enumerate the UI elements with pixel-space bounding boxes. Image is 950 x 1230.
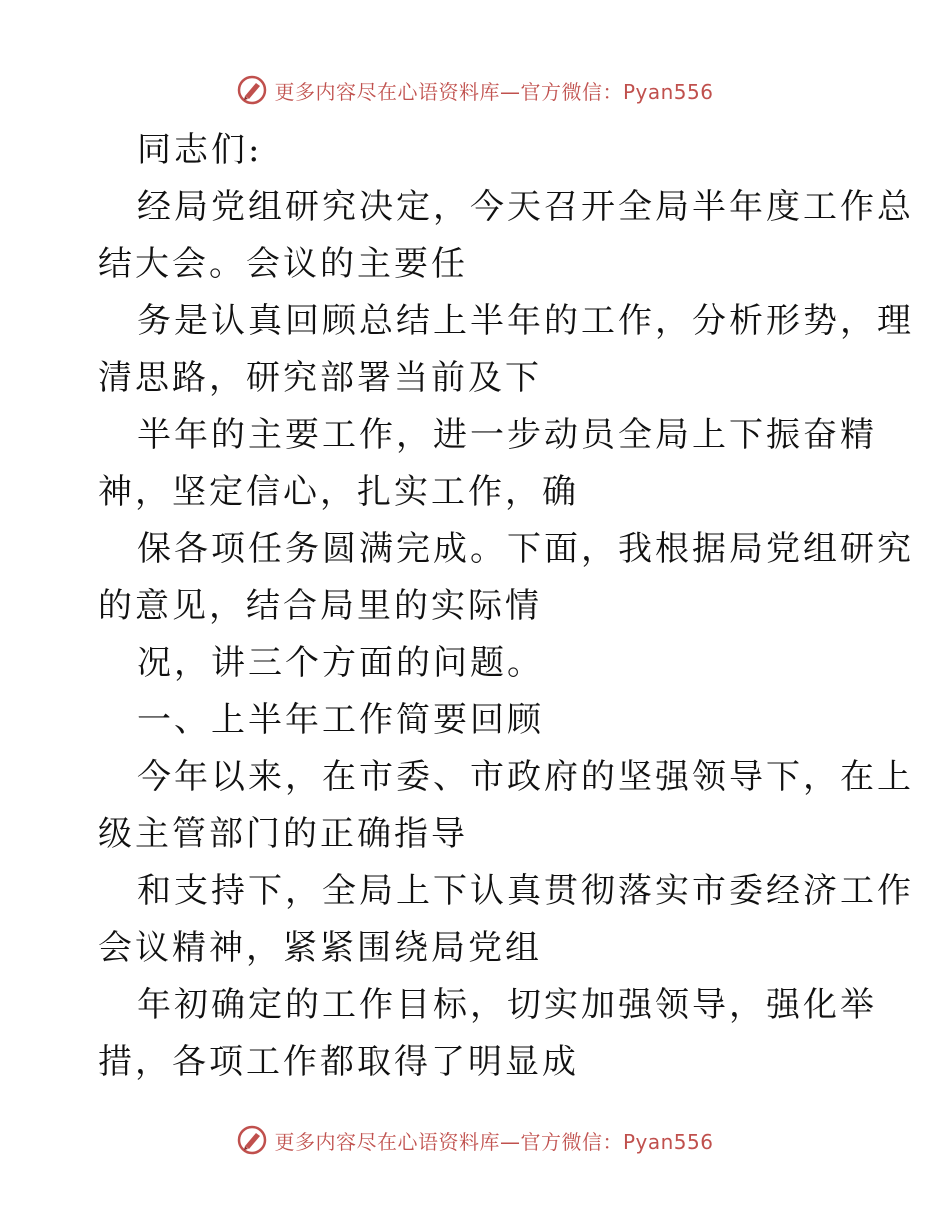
- text-line: 务是认真回顾总结上半年的工作，分析形势，理: [137, 301, 914, 341]
- text-line: 年初确定的工作目标，切实加强领导，强化举: [137, 985, 877, 1025]
- pen-logo-icon: [236, 74, 268, 106]
- text-line: 会议精神，紧紧围绕局党组: [98, 928, 542, 968]
- watermark-text: 更多内容尽在心语资料库—官方微信：Pyan556: [274, 79, 714, 104]
- text-line: 同志们:: [137, 130, 263, 170]
- text-line: 保各项任务圆满完成。下面，我根据局党组研究: [137, 529, 914, 569]
- watermark-text: 更多内容尽在心语资料库—官方微信：Pyan556: [274, 1129, 714, 1154]
- section-heading: 一、上半年工作简要回顾: [137, 700, 544, 740]
- text-line: 级主管部门的正确指导: [98, 814, 468, 854]
- pen-logo-icon: [236, 1124, 268, 1156]
- text-line: 结大会。会议的主要任: [98, 244, 468, 284]
- footer-watermark: [0, 1120, 950, 1160]
- header-watermark: [0, 70, 950, 110]
- text-line: 的意见，结合局里的实际情: [98, 586, 542, 626]
- text-line: 半年的主要工作，进一步动员全局上下振奋精: [137, 415, 877, 455]
- text-line: 经局党组研究决定，今天召开全局半年度工作总: [137, 187, 914, 227]
- text-line: 措，各项工作都取得了明显成: [98, 1042, 579, 1082]
- text-line: 和支持下，全局上下认真贯彻落实市委经济工作: [137, 871, 914, 911]
- text-line: 况，讲三个方面的问题。: [137, 643, 544, 683]
- text-line: 今年以来，在市委、市政府的坚强领导下，在上: [137, 757, 914, 797]
- text-line: 清思路，研究部署当前及下: [98, 358, 542, 398]
- text-line: 神，坚定信心，扎实工作，确: [98, 472, 579, 512]
